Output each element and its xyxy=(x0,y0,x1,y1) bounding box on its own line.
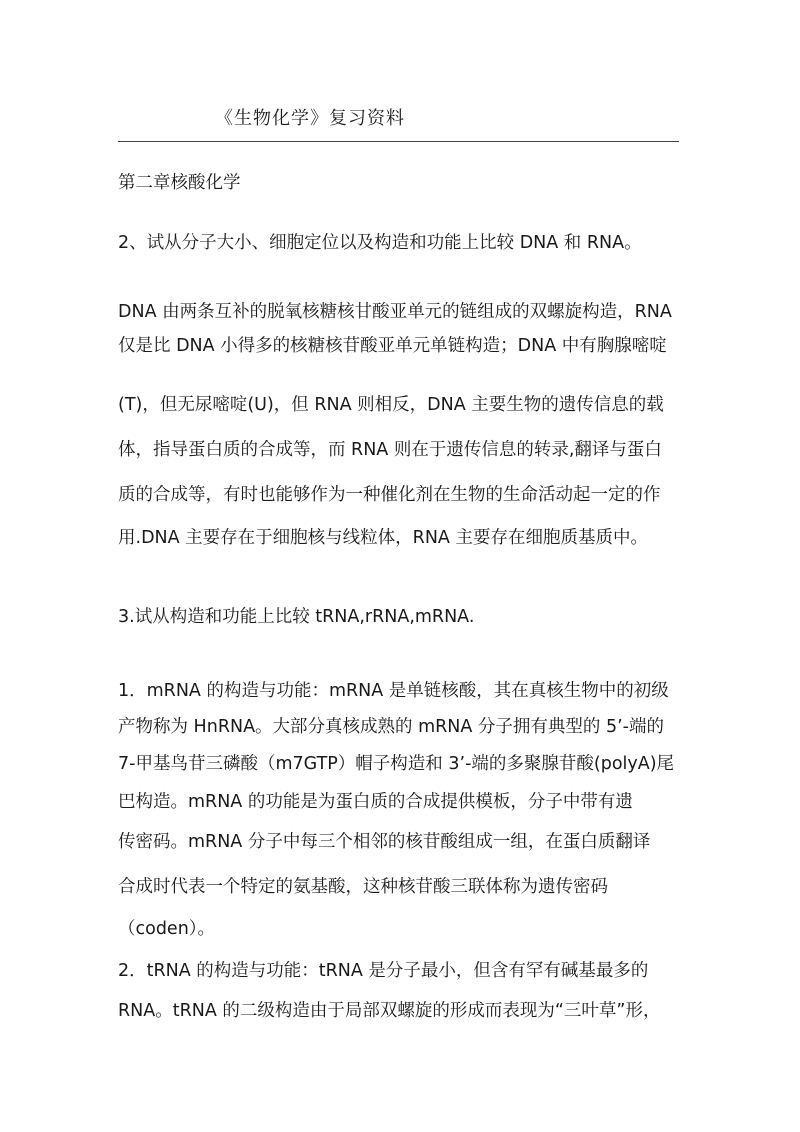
header-divider xyxy=(118,141,679,142)
chapter-title: 第二章核酸化学 xyxy=(118,173,241,193)
question-2: 2、试从分子大小、细胞定位以及构造和功能上比较 DNA 和 RNA。 xyxy=(118,233,642,253)
paragraph-line: 仅是比 DNA 小得多的核糖核苷酸亚单元单链构造；DNA 中有胸腺嘧啶 xyxy=(118,336,667,356)
mrna-line: （coden）。 xyxy=(118,919,216,939)
paragraph-line: DNA 由两条互补的脱氧核糖核甘酸亚单元的链组成的双螺旋构造，RNA xyxy=(118,302,672,322)
paragraph-line: 用.DNA 主要存在于细胞核与线粒体，RNA 主要存在细胞质基质中。 xyxy=(118,528,648,548)
paragraph-line: (T)，但无尿嘧啶(U)，但 RNA 则相反，DNA 主要生物的遗传信息的载 xyxy=(118,395,664,415)
trna-line: RNA。tRNA 的二级构造由于局部双螺旋的形成而表现为“三叶草”形， xyxy=(118,1001,661,1021)
mrna-line: 巴构造。mRNA 的功能是为蛋白质的合成提供模板，分子中带有遗 xyxy=(118,792,633,812)
mrna-line: 合成时代表一个特定的氨基酸，这种核苷酸三联体称为遗传密码 xyxy=(118,877,608,897)
paragraph-line: 体，指导蛋白质的合成等，而 RNA 则在于遗传信息的转录,翻译与蛋白 xyxy=(118,440,662,460)
mrna-line: 传密码。mRNA 分子中每三个相邻的核苷酸组成一组，在蛋白质翻译 xyxy=(118,832,651,852)
trna-line: 2．tRNA 的构造与功能：tRNA 是分子最小，但含有罕有碱基最多的 xyxy=(118,961,649,981)
mrna-line: 7-甲基鸟苷三磷酸（m7GTP）帽子构造和 3’-端的多聚腺苷酸(polyA)尾 xyxy=(118,754,675,774)
mrna-line: 产物称为 HnRNA。大部分真核成熟的 mRNA 分子拥有典型的 5’-端的 xyxy=(118,717,665,737)
mrna-line: 1．mRNA 的构造与功能：mRNA 是单链核酸，其在真核生物中的初级 xyxy=(118,681,669,701)
paragraph-line: 质的合成等，有时也能够作为一种催化剂在生物的生命活动起一定的作 xyxy=(118,485,661,505)
question-3: 3.试从构造和功能上比较 tRNA,rRNA,mRNA. xyxy=(118,607,475,627)
document-header-title: 《生物化学》复习资料 xyxy=(215,108,405,129)
